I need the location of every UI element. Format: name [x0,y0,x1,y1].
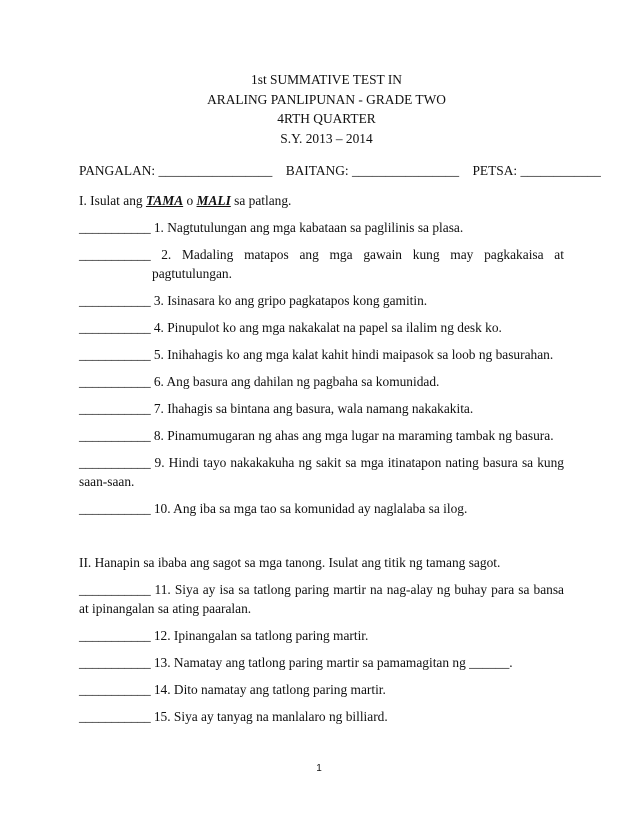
question-item [79,653,564,672]
header-subject: ARALING PANLIPUNAN - GRADE TWO [207,91,446,107]
question-text: 6. Ang basura ang dahilan ng pagbaha sa komunidad. [153,374,440,389]
answer-blank: ___________ [79,401,151,416]
header-school-year: S.Y. 2013 – 2014 [280,130,373,146]
question-text: 14. Dito namatay ang tatlong paring martir. [153,682,386,697]
section1-suffix: sa patlang. [230,193,292,208]
question-text: 3. Isinasara ko ang gripo pagkatapos kong gamitin. [153,293,428,308]
answer-blank: ___________ [79,501,151,516]
question-item [79,426,564,445]
answer-blank: ___________ [79,655,151,670]
question-item [79,245,564,283]
question-item [79,626,564,645]
answer-blank: ___________ [79,628,151,643]
answer-blank: ___________ [79,709,151,724]
answer-blank: ___________ [79,220,151,235]
student-info-line [79,161,601,180]
answer-blank: ___________ [79,347,151,362]
mali-word: MALI [196,193,231,208]
answer-blank: ___________ [79,455,151,470]
question-text: 15. Siya ay tanyag na manlalaro ng billiard. [153,709,388,724]
answer-blank: ___________ [79,320,151,335]
answer-blank: ___________ [79,374,151,389]
answer-blank: ___________ [79,293,151,308]
question-text: 11. Siya ay isa sa tatlong paring martir na nag-alay ng buhay para sa bansa at ipinangalan sa ating paaralan. [79,582,564,616]
question-text: 1. Nagtutulungan ang mga kabataan sa paglilinis sa plasa. [153,220,464,235]
question-item [79,372,564,391]
page-number: 1 [316,763,322,774]
section1-instructions [79,191,564,210]
petsa-field: PETSA: ____________ [472,163,601,178]
question-item [79,580,564,618]
question-item [79,291,564,310]
header-title: 1st SUMMATIVE TEST IN [251,72,402,87]
section2-instructions: II. Hanapin sa ibaba ang sagot sa mga tanong. Isulat ang titik ng tamang sagot. [79,555,501,570]
test-header [89,70,564,148]
question-text: 2. Madaling matapos ang mga gawain kung may pagkakaisa at pagtutulungan. [152,247,564,281]
question-text: 10. Ang iba sa mga tao sa komunidad ay naglalaba sa ilog. [153,501,468,516]
question-item [79,680,564,699]
question-item [79,453,564,491]
question-text: 12. Ipinangalan sa tatlong paring martir. [153,628,369,643]
question-text: 4. Pinupulot ko ang mga nakakalat na papel sa ilalim ng desk ko. [153,320,502,335]
answer-blank: ___________ [79,428,151,443]
pangalan-field: PANGALAN: _________________ [79,163,273,178]
baitang-field: BAITANG: ________________ [285,163,460,178]
question-text: 5. Inihahagis ko ang mga kalat kahit hindi maipasok sa loob ng basurahan. [153,347,554,362]
section1-prefix: I. Isulat ang [79,193,146,208]
question-item [79,218,564,237]
tama-word: TAMA [145,193,184,208]
question-item [79,399,564,418]
answer-blank: ___________ [79,582,151,597]
question-text: 8. Pinamumugaran ng ahas ang mga lugar na maraming tambak ng basura. [153,428,554,443]
answer-blank: ___________ [79,247,151,262]
answer-blank: ___________ [79,682,151,697]
question-item [79,345,564,364]
question-text: 7. Ihahagis sa bintana ang basura, wala namang nakakakita. [153,401,474,416]
test-page [79,70,601,726]
question-item [79,318,564,337]
question-item [79,499,564,518]
section1-middle: o [183,193,197,208]
header-quarter: 4RTH QUARTER [277,111,376,126]
question-text: 9. Hindi tayo nakakakuha ng sakit sa mga itinatapon nating basura sa kung saan-saan. [79,455,564,489]
question-item [79,707,564,726]
question-text: 13. Namatay ang tatlong paring martir sa pamamagitan ng ______. [153,655,513,670]
